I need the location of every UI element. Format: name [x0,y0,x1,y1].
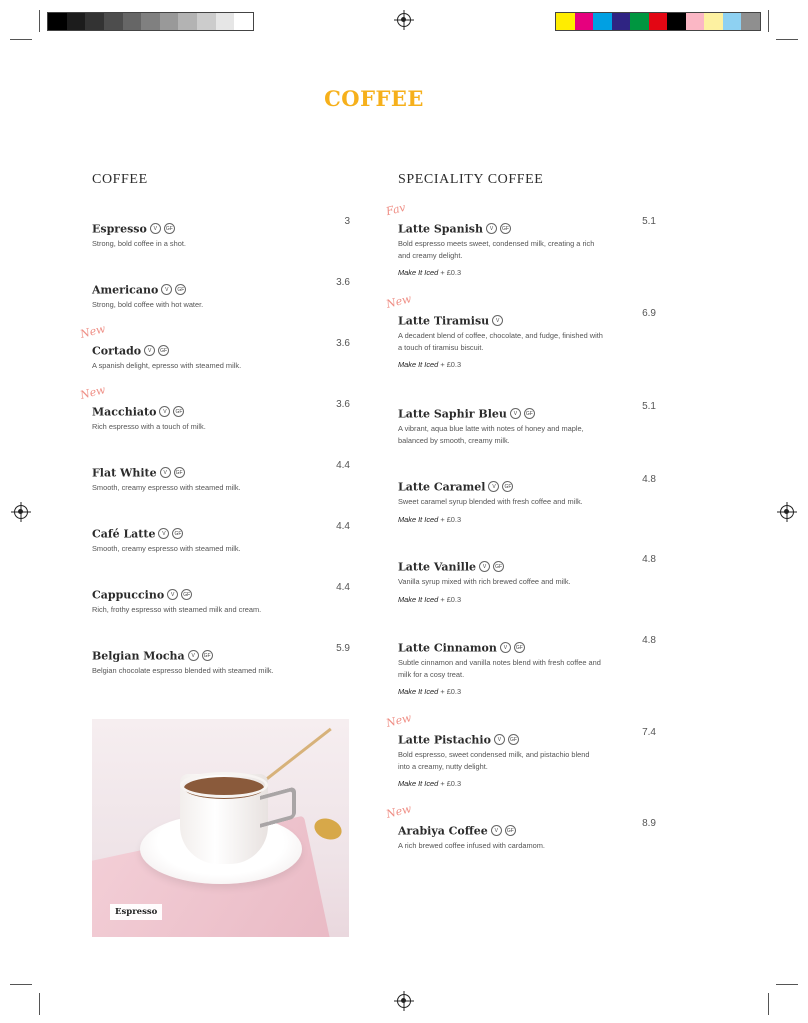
item-price: 8.9 [642,818,656,829]
item-price: 4.4 [336,582,350,593]
item-description: Sweet caramel syrup blended with fresh coffee and milk. [398,497,583,506]
item-description: Smooth, creamy espresso with steamed milk. [92,544,241,553]
iced-label: Make It Iced [398,594,439,604]
color-swatch [85,13,104,30]
item-description: Bold espresso meets sweet, condensed milk, creating a rich and creamy delight. [398,239,595,260]
new-tag: New [384,802,413,821]
item-description: Strong, bold coffee with hot water. [92,300,204,309]
color-swatch [741,13,760,30]
crop-mark [10,39,32,40]
gluten-free-icon: GF [175,284,186,295]
make-it-iced-option [398,360,656,369]
item-price: 3.6 [336,277,350,288]
item-description: Rich, frothy espresso with steamed milk and cream. [92,605,262,614]
new-tag: New [384,292,413,311]
new-tag: New [384,711,413,730]
iced-price: + £0.3 [440,779,462,788]
item-name: Cappuccino [92,588,165,602]
color-swatch-bar [555,12,761,31]
page-title: COFFEE [324,86,424,111]
make-it-iced-option [398,268,656,277]
vegan-icon: V [158,528,169,539]
item-name: Flat White [92,466,157,480]
item-price: 4.8 [642,554,656,565]
coffee-section-heading: COFFEE [92,172,148,187]
item-name: Latte Vanille [398,560,477,574]
color-swatch [141,13,160,30]
color-swatch [593,13,612,30]
vegan-icon: V [494,734,505,745]
vegan-icon: V [510,408,521,419]
item-price: 4.8 [642,474,656,485]
iced-label: Make It Iced [398,514,439,524]
grayscale-swatch-bar [47,12,254,31]
item-description: A decadent blend of coffee, chocolate, and fudge, finished with a touch of tiramisu biscuit. [398,331,603,352]
vegan-icon: V [500,642,511,653]
menu-item-cappuccino [92,582,350,616]
make-it-iced-option [398,595,656,604]
color-swatch [704,13,723,30]
item-name: Latte Pistachio [398,733,491,747]
item-name: Arabiya Coffee [398,824,488,838]
item-name: Latte Cinnamon [398,641,497,655]
item-description: Subtle cinnamon and vanilla notes blend with fresh coffee and milk for a cosy treat. [398,658,601,679]
item-name: Latte Spanish [398,222,483,236]
vegan-icon: V [479,561,490,572]
item-description: Bold espresso, sweet condensed milk, and pistachio blend into a creamy, nutty delight. [398,750,590,771]
espresso-photo [92,719,349,937]
item-price: 5.1 [642,401,656,412]
gluten-free-icon: GF [493,561,504,572]
registration-mark-left [14,505,28,519]
vegan-icon: V [160,467,171,478]
menu-item-latte-pistachio [384,711,656,788]
vegan-icon: V [488,481,499,492]
iced-price: + £0.3 [440,268,462,277]
item-price: 3 [344,216,350,227]
menu-item-latte-caramel [398,474,656,524]
color-swatch [160,13,179,30]
gluten-free-icon: GF [172,528,183,539]
crop-mark [768,10,769,32]
item-description: A vibrant, aqua blue latte with notes of honey and maple, balanced by smooth, creamy milk. [398,424,584,445]
vegan-icon: V [159,406,170,417]
gluten-free-icon: GF [158,345,169,356]
menu-item-latte-spanish [384,200,656,277]
color-swatch [649,13,668,30]
menu-item-cafe-latte [92,521,350,555]
crop-mark [39,993,40,1015]
color-swatch [123,13,142,30]
item-name: Belgian Mocha [92,649,185,663]
item-description: Rich espresso with a touch of milk. [92,422,206,431]
photo-caption: Espresso [110,904,162,920]
item-price: 3.6 [336,399,350,410]
color-swatch [234,13,253,30]
iced-price: + £0.3 [440,594,462,604]
color-swatch [104,13,123,30]
iced-label: Make It Iced [398,268,439,277]
menu-item-macchiato [78,383,350,433]
menu-item-latte-tiramisu [384,292,656,369]
registration-mark-top [397,13,411,27]
gluten-free-icon: GF [181,589,192,600]
gluten-free-icon: GF [500,223,511,234]
item-name: Espresso [92,222,147,236]
color-swatch [178,13,197,30]
item-price: 3.6 [336,338,350,349]
iced-price: + £0.3 [440,514,462,524]
vegan-icon: V [144,345,155,356]
color-swatch [612,13,631,30]
item-price: 4.4 [336,521,350,532]
item-price: 5.1 [642,216,656,227]
vegan-icon: V [167,589,178,600]
item-description: A spanish delight, epresso with steamed milk. [92,361,242,370]
new-tag: New [78,383,107,402]
vegan-icon: V [161,284,172,295]
crop-mark [776,984,798,985]
gluten-free-icon: GF [164,223,175,234]
color-swatch [67,13,86,30]
color-swatch [48,13,67,30]
menu-item-americano [92,277,350,311]
iced-label: Make It Iced [398,360,439,369]
make-it-iced-option [398,687,656,696]
item-price: 6.9 [642,308,656,319]
item-price: 5.9 [336,643,350,654]
item-description: Vanilla syrup mixed with rich brewed coffee and milk. [398,577,571,586]
crop-mark [776,39,798,40]
item-price: 7.4 [642,727,656,738]
item-name: Latte Saphir Bleu [398,407,507,421]
item-description: Smooth, creamy espresso with steamed milk. [92,483,241,492]
item-name: Cortado [92,344,142,358]
vegan-icon: V [188,650,199,661]
color-swatch [686,13,705,30]
gluten-free-icon: GF [524,408,535,419]
iced-label: Make It Iced [398,779,439,788]
new-tag: New [78,322,107,341]
gluten-free-icon: GF [174,467,185,478]
color-swatch [575,13,594,30]
gluten-free-icon: GF [202,650,213,661]
menu-item-cortado [78,322,350,372]
item-price: 4.8 [642,635,656,646]
color-swatch [667,13,686,30]
menu-item-arabiya-coffee [384,802,656,852]
vegan-icon: V [150,223,161,234]
menu-item-latte-vanille [398,554,656,604]
make-it-iced-option [398,515,656,524]
registration-mark-bottom [397,994,411,1008]
iced-price: + £0.3 [440,360,462,369]
make-it-iced-option [398,779,656,788]
speciality-coffee-section-heading: SPECIALITY COFFEE [398,172,544,187]
menu-item-latte-saphir-bleu [398,401,656,446]
color-swatch [723,13,742,30]
gluten-free-icon: GF [505,825,516,836]
color-swatch [197,13,216,30]
iced-label: Make It Iced [398,687,439,696]
item-description: Strong, bold coffee in a shot. [92,239,186,248]
menu-item-latte-cinnamon [398,635,656,696]
color-swatch [556,13,575,30]
crop-mark [39,10,40,32]
gluten-free-icon: GF [508,734,519,745]
item-description: A rich brewed coffee infused with cardamom. [398,841,545,850]
item-name: Americano [92,283,159,297]
item-name: Latte Tiramisu [398,314,490,328]
menu-item-espresso [92,216,350,250]
cup-rim [180,772,268,798]
vegan-icon: V [486,223,497,234]
crop-mark [10,984,32,985]
item-name: Café Latte [92,527,156,541]
color-swatch [216,13,235,30]
item-price: 4.4 [336,460,350,471]
menu-item-belgian-mocha [92,643,350,677]
gluten-free-icon: GF [502,481,513,492]
crop-mark [768,993,769,1015]
registration-mark-right [780,505,794,519]
item-name: Macchiato [92,405,157,419]
menu-item-flat-white [92,460,350,494]
fav-tag: Fav [384,200,407,219]
iced-price: + £0.3 [440,687,462,696]
vegan-icon: V [492,315,503,326]
gluten-free-icon: GF [173,406,184,417]
item-name: Latte Caramel [398,480,486,494]
gluten-free-icon: GF [514,642,525,653]
vegan-icon: V [491,825,502,836]
gold-spoon [311,815,344,843]
item-description: Belgian chocolate espresso blended with steamed milk. [92,666,274,675]
color-swatch [630,13,649,30]
